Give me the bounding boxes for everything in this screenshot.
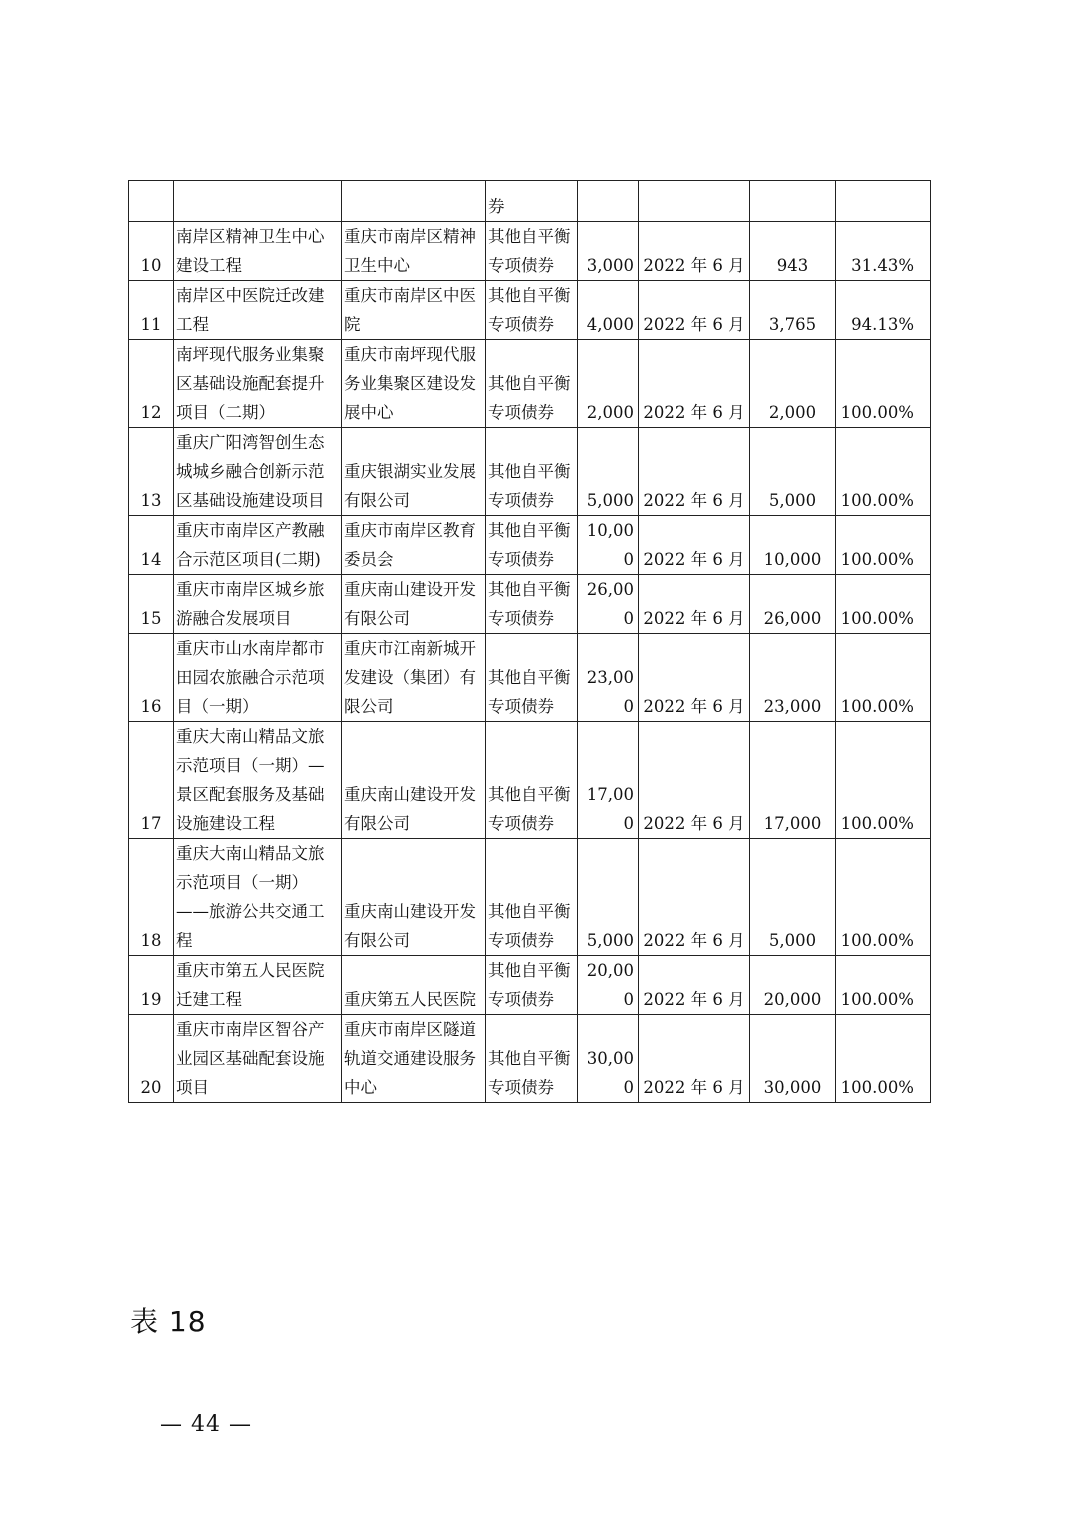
cell-used: 5,000 — [750, 839, 836, 956]
cell-date: 2022 年 6 月 — [639, 956, 750, 1015]
cell-bond-type: 其他自平衡专项债券 — [486, 1015, 578, 1103]
cell-amount: 23,000 — [578, 634, 639, 722]
cell-used: 943 — [750, 222, 836, 281]
cell-rate — [836, 181, 931, 222]
cell-amount: 5,000 — [578, 839, 639, 956]
cell-unit: 重庆市南岸区教育委员会 — [342, 516, 486, 575]
cell-index: 10 — [129, 222, 174, 281]
table-row — [129, 956, 931, 1015]
cell-unit: 重庆市江南新城开发建设（集团）有限公司 — [342, 634, 486, 722]
cell-amount — [578, 181, 639, 222]
cell-index: 19 — [129, 956, 174, 1015]
cell-unit: 重庆南山建设开发有限公司 — [342, 839, 486, 956]
cell-project-name: 重庆市第五人民医院迁建工程 — [174, 956, 342, 1015]
cell-rate: 100.00% — [836, 1015, 931, 1103]
cell-rate: 100.00% — [836, 516, 931, 575]
cell-bond-type: 其他自平衡专项债券 — [486, 340, 578, 428]
table-row — [129, 839, 931, 956]
cell-unit: 重庆市南岸区中医院 — [342, 281, 486, 340]
cell-project-name: 重庆市南岸区城乡旅游融合发展项目 — [174, 575, 342, 634]
cell-index: 20 — [129, 1015, 174, 1103]
cell-used — [750, 181, 836, 222]
cell-project-name: 重庆广阳湾智创生态城城乡融合创新示范区基础设施建设项目 — [174, 428, 342, 516]
cell-amount: 2,000 — [578, 340, 639, 428]
cell-index: 16 — [129, 634, 174, 722]
cell-bond-type: 其他自平衡专项债券 — [486, 634, 578, 722]
cell-used: 10,000 — [750, 516, 836, 575]
cell-bond-type: 其他自平衡专项债券 — [486, 722, 578, 839]
table-row — [129, 428, 931, 516]
cell-rate: 100.00% — [836, 634, 931, 722]
cell-date: 2022 年 6 月 — [639, 516, 750, 575]
table-row — [129, 634, 931, 722]
cell-unit: 重庆银湖实业发展有限公司 — [342, 428, 486, 516]
cell-project-name: 南岸区中医院迁改建工程 — [174, 281, 342, 340]
cell-rate: 100.00% — [836, 956, 931, 1015]
cell-amount: 30,000 — [578, 1015, 639, 1103]
table-row — [129, 722, 931, 839]
cell-index — [129, 181, 174, 222]
cell-date: 2022 年 6 月 — [639, 839, 750, 956]
table-row — [129, 281, 931, 340]
cell-unit: 重庆市南坪现代服务业集聚区建设发展中心 — [342, 340, 486, 428]
cell-project-name — [174, 181, 342, 222]
cell-amount: 5,000 — [578, 428, 639, 516]
cell-unit: 重庆南山建设开发有限公司 — [342, 575, 486, 634]
cell-project-name: 重庆市南岸区智谷产业园区基础配套设施项目 — [174, 1015, 342, 1103]
next-table-title: 表 18 — [130, 1305, 207, 1338]
cell-used: 23,000 — [750, 634, 836, 722]
cell-project-name: 重庆大南山精品文旅示范项目（一期）——旅游公共交通工程 — [174, 839, 342, 956]
cell-project-name: 重庆市南岸区产教融合示范区项目(二期) — [174, 516, 342, 575]
cell-index: 13 — [129, 428, 174, 516]
cell-bond-type: 券 — [486, 181, 578, 222]
cell-bond-type: 其他自平衡专项债券 — [486, 575, 578, 634]
cell-bond-type: 其他自平衡专项债券 — [486, 516, 578, 575]
cell-used: 3,765 — [750, 281, 836, 340]
cell-date: 2022 年 6 月 — [639, 340, 750, 428]
cell-date: 2022 年 6 月 — [639, 575, 750, 634]
cell-rate: 100.00% — [836, 340, 931, 428]
cell-bond-type: 其他自平衡专项债券 — [486, 956, 578, 1015]
cell-amount: 17,000 — [578, 722, 639, 839]
cell-index: 18 — [129, 839, 174, 956]
cell-rate: 100.00% — [836, 428, 931, 516]
cell-rate: 100.00% — [836, 575, 931, 634]
cell-index: 15 — [129, 575, 174, 634]
cell-date: 2022 年 6 月 — [639, 281, 750, 340]
cell-unit: 重庆市南岸区隧道轨道交通建设服务中心 — [342, 1015, 486, 1103]
table-row — [129, 340, 931, 428]
cell-rate: 94.13% — [836, 281, 931, 340]
cell-amount: 3,000 — [578, 222, 639, 281]
cell-used: 30,000 — [750, 1015, 836, 1103]
table-row — [129, 1015, 931, 1103]
cell-date: 2022 年 6 月 — [639, 222, 750, 281]
table-row — [129, 222, 931, 281]
cell-bond-type: 其他自平衡专项债券 — [486, 222, 578, 281]
cell-project-name: 重庆大南山精品文旅示范项目（一期）—景区配套服务及基础设施建设工程 — [174, 722, 342, 839]
cell-bond-type: 其他自平衡专项债券 — [486, 281, 578, 340]
cell-bond-type: 其他自平衡专项债券 — [486, 428, 578, 516]
cell-date: 2022 年 6 月 — [639, 722, 750, 839]
table-body — [129, 181, 931, 1103]
table-row — [129, 516, 931, 575]
cell-index: 14 — [129, 516, 174, 575]
cell-used: 20,000 — [750, 956, 836, 1015]
cell-date: 2022 年 6 月 — [639, 1015, 750, 1103]
cell-unit: 重庆市南岸区精神卫生中心 — [342, 222, 486, 281]
cell-used: 26,000 — [750, 575, 836, 634]
cell-project-name: 重庆市山水南岸都市田园农旅融合示范项目（一期） — [174, 634, 342, 722]
cell-date: 2022 年 6 月 — [639, 428, 750, 516]
cell-unit — [342, 181, 486, 222]
cell-date — [639, 181, 750, 222]
cell-amount: 4,000 — [578, 281, 639, 340]
cell-bond-type: 其他自平衡专项债券 — [486, 839, 578, 956]
cell-unit: 重庆第五人民医院 — [342, 956, 486, 1015]
cell-used: 17,000 — [750, 722, 836, 839]
cell-unit: 重庆南山建设开发有限公司 — [342, 722, 486, 839]
cell-used: 2,000 — [750, 340, 836, 428]
cell-index: 12 — [129, 340, 174, 428]
cell-amount: 10,000 — [578, 516, 639, 575]
cell-used: 5,000 — [750, 428, 836, 516]
bond-project-table — [128, 180, 931, 1103]
cell-rate: 100.00% — [836, 839, 931, 956]
cell-rate: 31.43% — [836, 222, 931, 281]
cell-index: 11 — [129, 281, 174, 340]
table-row — [129, 575, 931, 634]
cell-rate: 100.00% — [836, 722, 931, 839]
cell-date: 2022 年 6 月 — [639, 634, 750, 722]
cell-amount: 20,000 — [578, 956, 639, 1015]
page-number: — 44 — — [160, 1412, 252, 1437]
cell-amount: 26,000 — [578, 575, 639, 634]
continuation-row — [129, 181, 931, 222]
cell-index: 17 — [129, 722, 174, 839]
cell-project-name: 南岸区精神卫生中心建设工程 — [174, 222, 342, 281]
cell-project-name: 南坪现代服务业集聚区基础设施配套提升项目（二期） — [174, 340, 342, 428]
